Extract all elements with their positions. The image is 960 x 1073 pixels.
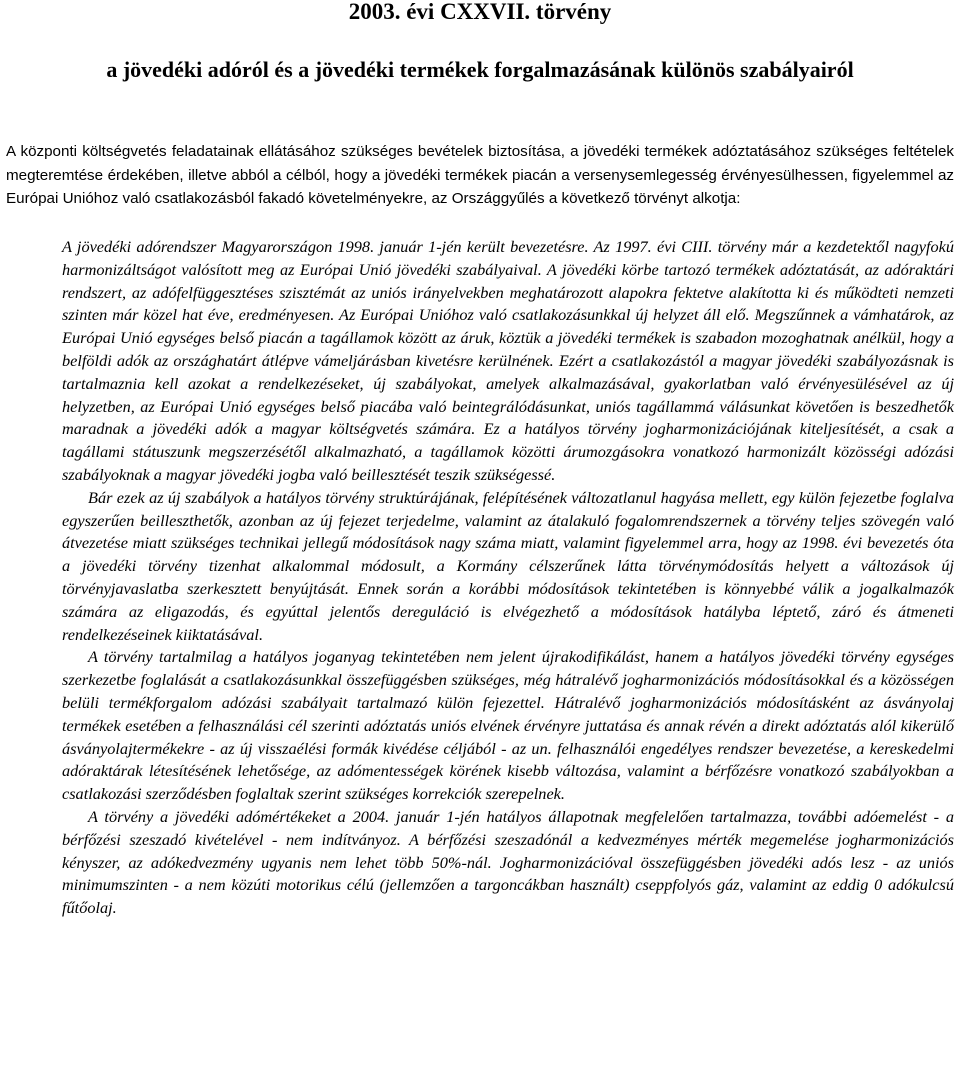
document-title: 2003. évi CXXVII. törvény xyxy=(348,0,612,24)
paragraph: A jövedéki adórendszer Magyarországon 1998. január 1-jén került bevezetésre. Az 1997. évi CIII. törvény már a kezdetektől nagyfokú harmonizáltságot valósított meg az Európai Unió jövedéki szabályaival. A jövedéki körbe tartozó termékek adóztatását, az adóraktári rendszert, az adófelfüggesztéses szisztémát az uniós irányelvekben meghatározott alapokra fektetve alakította ki és működteti nemzeti szinten már közel hat éve, eredményesen. Az Európai Unióhoz való csatlakozásunkkal új helyzet áll elő. Megszűnnek a vámhatárok, az Európai Unió egységes belső piacán a tagállamok között az áruk, köztük a jövedéki termékek is szabadon mozoghatnak anélkül, hogy a belföldi adók az országhatárt átlépve vámeljárásban kivetésre kerülnének. Ezért a csatlakozástól a magyar jövedéki szabályozásnak is tartalmaznia kell azokat a rendelkezéseket, új szabályokat, amelyek alkalmazásával, gyakorlatban való érvényesülésével az új helyzetben, az Európai Unió egységes belső piacába való beintegrálódásunkat, uniós tagállammá válásunkat követően is beszedhetők maradnak a jövedéki adók a magyar költségvetés számára. Ez a hatályos törvény jogharmonizációjának kiteljesítését, a csak a tagállami státuszunk megszerzésétől alkalmazható, a tagállamok közötti árumozgásokra vonatkozó harmonizált közösségi adózási szabályoknak a magyar jövedéki jogba való beillesztését teszik szükségessé. xyxy=(62,237,954,484)
document-subtitle: a jövedéki adóról és a jövedéki termékek forgalmazásának különös szabályairól xyxy=(106,57,854,82)
paragraph: A törvény tartalmilag a hatályos joganyag tekintetében nem jelent újrakodifikálást, hanem a hatályos jövedéki törvény egységes szerkezetbe foglalását a csatlakozásunkkal összefüggésben szükséges, még hátralévő jogharmonizációs módosításokkal és a közösségen belüli termékforgalom adózási szabályait tartalmazó külön fejezettel. Hátralévő jogharmonizációs módosításként az ásványolaj termékek esetében a felhasználási cél szerinti adóztatás uniós elvének érvényre juttatása és annak révén a direkt adóztatás alól kikerülő ásványolajtermékekre - az új visszaélési formák kivédése céljából - az un. felhasználói engedélyes rendszer bevezetése, a kereskedelmi adóraktárak létesítésének lehetősége, az adómentességek körének kisebb változása, valamint a bérfőzésre vonatkozó szabályokban a csatlakozási szerződésben foglaltak szerint szükséges korrekciók szerepelnek. xyxy=(62,647,954,804)
paragraph: Bár ezek az új szabályok a hatályos törvény struktúrájának, felépítésének változatlanul hagyása mellett, egy külön fejezetbe foglalva egyszerűen beilleszthetők, azonban az új fejezet terjedelme, valamint az átalakuló fogalomrendszernek a törvény teljes szövegén való átvezetése miatt szükséges technikai jellegű módosítások nagy száma miatt, valamint figyelemmel arra, hogy az 1998. évi bevezetés óta a jövedéki törvény tizenhat alkalommal módosult, a Kormány célszerűnek látta törvénymódosítás helyett a változások új törvényjavaslatba szerkesztett benyújtását. Ennek során a korábbi módosítások tekintetében is könnyebbé válik a jogalkalmazók számára az eligazodás, és egyúttal jelentős dereguláció is elvégezhető a módosítások hatályba léptető, záró és átmeneti rendelkezéseinek kiiktatásával. xyxy=(62,487,954,644)
preamble-text: A központi költségvetés feladatainak ellátásához szükséges bevételek biztosítása, a jövedéki termékek adóztatásához szükséges feltételek megteremtése érdekében, illetve abból a célból, hogy a jövedéki termékek piacán a versenysemlegesség érvényesülhessen, figyelemmel az Európai Unióhoz való csatlakozásból fakadó követelményekre, az Országgyűlés a következő törvényt alkotja: xyxy=(6,143,954,207)
paragraph: A törvény a jövedéki adómértékeket a 2004. január 1-jén hatályos állapotnak megfelelően tartalmazza, további adóemelést - a bérfőzési szeszadó kivételével - nem indítványoz. A bérfőzési szeszadónál a kedvezményes mérték megemelése jogharmonizációs kényszer, az adókedvezmény ugyanis nem lehet több 50%-nál. Jogharmonizációval összefüggésben jövedéki adós lesz - az uniós minimumszinten - a nem közúti motorikus célú (jellemzően a targoncákban használt) cseppfolyós gáz, valamint az eddig 0 adókulcsú fűtőolaj. xyxy=(62,806,954,918)
justification-body xyxy=(62,236,954,920)
